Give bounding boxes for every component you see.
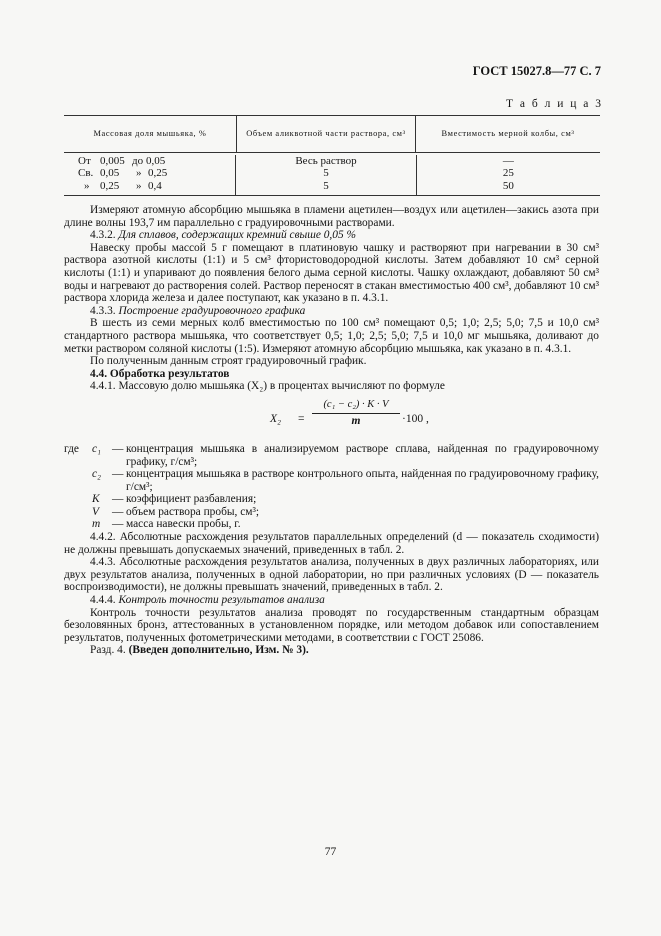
amendment-note: (Введен дополнительно, Изм. № 3). (128, 644, 309, 657)
definition-item: где c₁ — концентрация мышьяка в анализируемом растворе сплава, найденная по градуировочному графику, г/см³; (64, 442, 599, 468)
table-caption (506, 98, 601, 110)
table-3 (64, 115, 600, 196)
section-title: Контроль точности результатов анализа (118, 594, 325, 607)
document-header: ГОСТ 15027.8—77 С. 7 (472, 64, 601, 78)
table-cell: — (502, 155, 514, 167)
definition-symbol: c₂ (92, 468, 102, 481)
range-to: 0,05 (146, 155, 166, 167)
table-col-range (64, 155, 235, 195)
paragraph-formula-intro: 4.4.1. Массовую долю мышьяка (X₂) в процентах вычисляют по формуле (90, 380, 445, 393)
formula-denominator: m (351, 414, 361, 427)
definition-text: концентрация мышьяка в растворе контрольного опыта, найденная по градуировочному графику, г/см³; (126, 468, 599, 493)
table-header-mass-fraction: Массовая доля мышьяка, % (93, 129, 207, 138)
paragraph-calibration-graph: По полученным данным строят градуировочный график. (90, 355, 367, 368)
definition-item: m — масса навески пробы, г. (64, 518, 599, 531)
formula (64, 399, 599, 441)
table-cell: Весь раствор (295, 155, 357, 167)
range-sep: » (136, 179, 142, 192)
range-to: 0,25 (148, 167, 168, 180)
paragraph-reproducibility: 4.4.3. Абсолютные расхождения результатов анализа, полученных в двух различных лабораториях, или двух результатов анализа, полученных в одной лаборатории, но при различных условиях (D — показатель воспроизводимости), не должны превышать значений, приведенных в табл. 2. (64, 556, 599, 594)
table-row (64, 155, 235, 167)
body-text (64, 204, 599, 657)
definition-item: V — объем раствора пробы, см³; (64, 506, 599, 519)
range-from: 0,05 (100, 167, 120, 180)
formula-tail: ·100 , (402, 412, 429, 425)
formula-fraction (312, 399, 400, 427)
range-to: 0,4 (148, 179, 162, 192)
paragraph-absorption: Измеряют атомную абсорбцию мышьяка в пламени ацетилен—воздух или ацетилен—закись азота при длине волны 193,7 им параллельно с градуировочными растворами. (64, 204, 599, 229)
section-number: 4.3.2. (90, 229, 116, 242)
page-number: 77 (324, 846, 337, 858)
section-title: Для сплавов, содержащих кремний свыше 0,05 % (118, 229, 357, 242)
section-4-3-3-heading (64, 305, 599, 318)
section-4-3-2-heading (64, 229, 599, 242)
table-caption-label: Т а б л и ц а (505, 98, 591, 110)
definition-symbol: m (92, 518, 101, 531)
paragraph-accuracy-control: Контроль точности результатов анализа проводят по государственным стандартным образцам безоловянных бронз, аттестованных в установленном порядке, или методом добавок или сопоставлением результатов, полученных фотометрическими методами, в соответствии с ГОСТ 25086. (64, 606, 599, 644)
definition-symbol: V (92, 505, 99, 518)
definition-symbol: c₁ (92, 442, 102, 455)
paragraph-silicon-alloys: Навеску пробы массой 5 г помещают в платиновую чашку и растворяют при нагревании в 30 см³ раствора азотной кислоты (1:1) и 5 см³ фтористоводородной кислоты. Затем добавляют 10 см³ серной кислоты (1:1) и упаривают до появления белого дыма серной кислоты. Чашку охлаждают, добавляют 50 см³ воды и нагревают до растворения солей. Раствор переносят в стакан вместимостью 400 см³, добавляют 10 см³ раствора хлорида железа и далее поступают, как указано в п. 4.3.1. (64, 241, 599, 305)
table-cell: 5 (323, 167, 329, 180)
table-cell: 50 (502, 179, 514, 192)
range-prefix: » (84, 179, 90, 192)
definition-text: объем раствора пробы, см³; (126, 505, 260, 518)
definition-item: c₂ — концентрация мышьяка в растворе контрольного опыта, найденная по градуировочному графику, г/см³; (92, 468, 599, 493)
range-from: 0,005 (100, 155, 125, 167)
definition-lead: где (64, 442, 79, 455)
table-header-aliquot: Объем аликвотной части раствора, см³ (236, 116, 416, 152)
definition-text: коэффициент разбавления; (126, 493, 257, 506)
paragraph-amendment (64, 644, 599, 657)
range-prefix: От (78, 155, 91, 167)
section-4-4-4-heading (64, 594, 599, 607)
table-cell: 5 (323, 179, 329, 192)
range-prefix: Св. (78, 167, 94, 180)
table-col-flask (417, 155, 600, 195)
table-row (64, 167, 235, 179)
table-header-row (64, 116, 600, 153)
section-4-4-heading: 4.4. Обработка результатов (90, 367, 230, 380)
definition-text: масса навески пробы, г. (126, 518, 241, 531)
section-number: 4.4.4. (90, 594, 116, 607)
section-title: Построение градуировочного графика (118, 304, 306, 317)
range-from: 0,25 (100, 179, 120, 192)
table-row (64, 180, 235, 192)
table-header-flask: Вместимость мерной колбы, см³ (441, 129, 575, 138)
formula-lhs: X₂ (270, 412, 282, 425)
paragraph-calibration: В шесть из семи мерных колб вместимостью по 100 см³ помещают 0,5; 1,0; 2,5; 5,0; 7,5 и 10,0 см³ стандартного раствора мышьяка, что соответствует 0,5; 1,0; 2,5; 5,0; 7,5 и 10,0 мг мышьяка, доливают до метки раствором соляной кислоты (1:5). Измеряют атомную абсорбцию мышьяка, как указано в п. 4.3.1. (64, 317, 599, 355)
table-cell: 25 (502, 167, 514, 180)
section-number: 4.3.3. (90, 304, 116, 317)
paragraph-repeatability: 4.4.2. Абсолютные расхождения результатов параллельных определений (d — показатель сходимости) не должны превышать допускаемых значений, приведенных в табл. 2. (64, 531, 599, 556)
definition-symbol: K (92, 493, 100, 506)
table-col-aliquot (235, 155, 416, 195)
formula-numerator: (c₁ − c₂) · K · V (323, 398, 389, 410)
range-sep: » (136, 167, 142, 180)
definition-text: концентрация мышьяка в анализируемом растворе сплава, найденная по градуировочному графику, г/см³; (126, 442, 599, 468)
table-caption-number: 3 (595, 98, 601, 110)
definition-item: K — коэффициент разбавления; (64, 493, 599, 506)
amendment-lead: Разд. 4. (90, 644, 126, 657)
range-sep: до (132, 155, 144, 167)
formula-definitions (64, 443, 599, 531)
table-body (64, 153, 600, 196)
formula-equals: = (298, 412, 305, 425)
